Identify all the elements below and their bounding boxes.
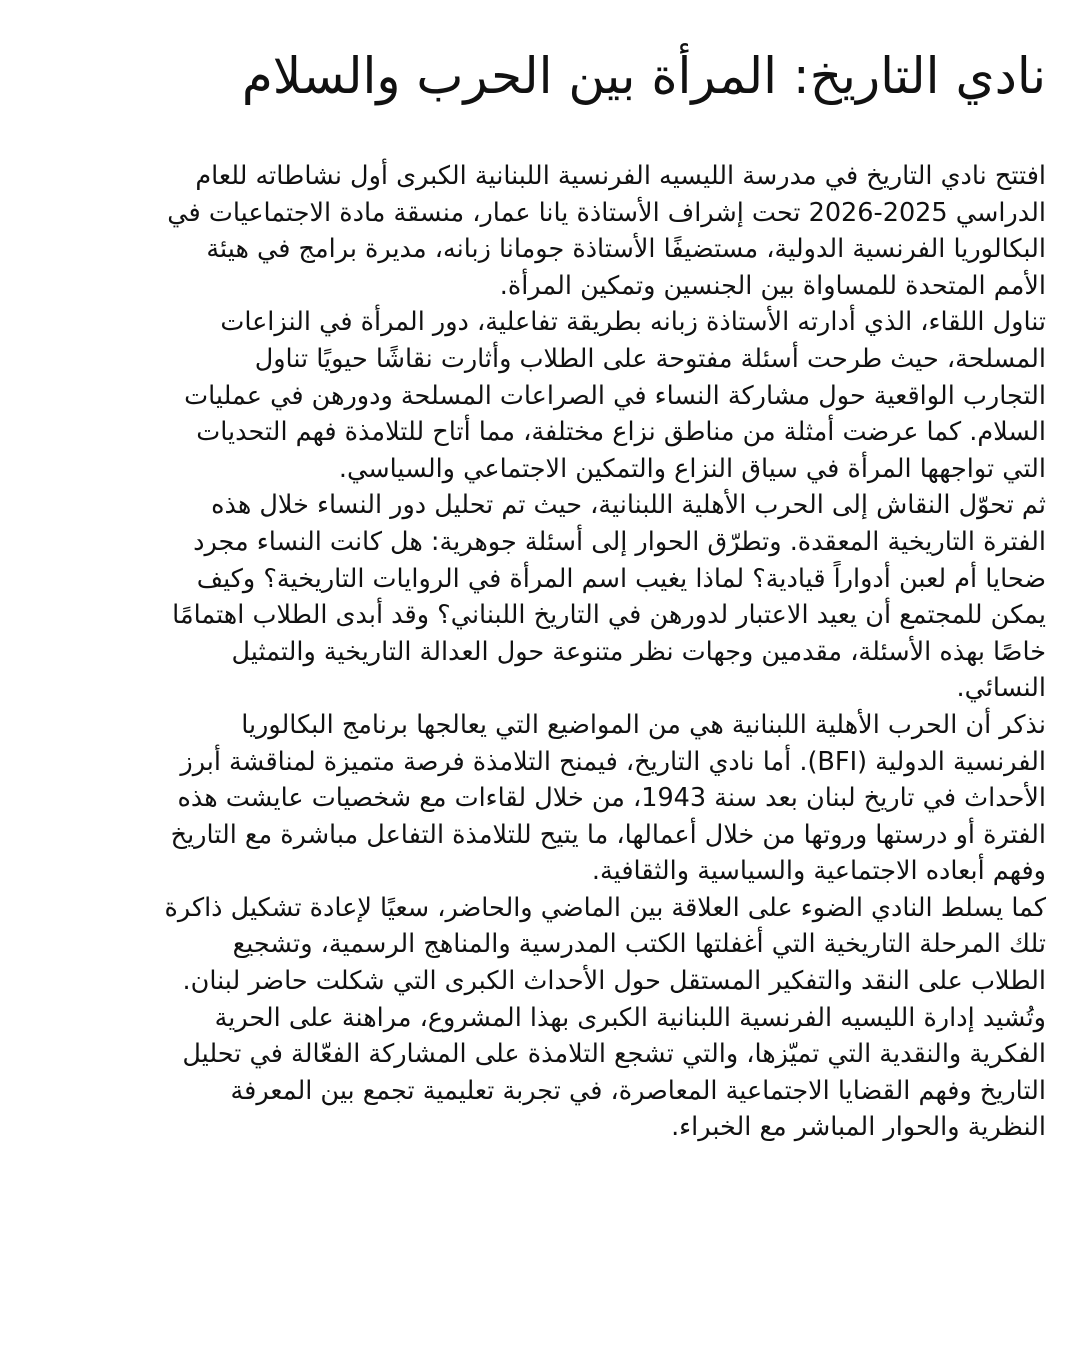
article-body	[52, 158, 1046, 1146]
paragraph-line: المسلحة، حيث طرحت أسئلة مفتوحة على الطلاب وأثارت نقاشًا حيويًا تناول	[254, 343, 1046, 374]
article-paragraph	[52, 487, 1046, 707]
paragraph-line: التاريخ وفهم القضايا الاجتماعية المعاصرة، في تجربة تعليمية تجمع بين المعرفة	[230, 1075, 1046, 1106]
paragraph-line: التي تواجهها المرأة في سياق النزاع والتمكين الاجتماعي والسياسي.	[338, 453, 1046, 484]
paragraph-line: وتُشيد إدارة الليسيه الفرنسية اللبنانية الكبرى بهذا المشروع، مراهنة على الحرية	[214, 1002, 1046, 1033]
article-paragraph	[52, 1000, 1046, 1146]
paragraph-line: الأمم المتحدة للمساواة بين الجنسين وتمكين المرأة.	[499, 270, 1046, 301]
paragraph-line: البكالوريا الفرنسية الدولية، مستضيفًا الأستاذة جومانا زبانه، مديرة برامج في هيئة	[206, 234, 1046, 265]
paragraph-line: الفرنسية الدولية (BFI). أما نادي التاريخ، فيمنح التلامذة فرصة متميزة لمناقشة أبرز	[180, 746, 1046, 777]
article-paragraph	[52, 890, 1046, 1000]
paragraph-line: الفترة أو درستها وروتها من خلال أعمالها، ما يتيح للتلامذة التفاعل مباشرة مع التاريخ	[170, 819, 1046, 850]
paragraph-line: تناول اللقاء، الذي أدارته الأستاذة زبانه بطريقة تفاعلية، دور المرأة في النزاعات	[220, 307, 1046, 338]
paragraph-line: النظرية والحوار المباشر مع الخبراء.	[671, 1112, 1046, 1143]
paragraph-line: ثم تحوّل النقاش إلى الحرب الأهلية اللبنانية، حيث تم تحليل دور النساء خلال هذه	[211, 490, 1046, 521]
paragraph-line: يمكن للمجتمع أن يعيد الاعتبار لدورهن في التاريخ اللبناني؟ وقد أبدى الطلاب اهتمامًا	[172, 600, 1046, 631]
paragraph-line: نذكر أن الحرب الأهلية اللبنانية هي من المواضيع التي يعالجها برنامج البكالوريا	[241, 709, 1046, 740]
paragraph-line: الطلاب على النقد والتفكير المستقل حول الأحداث الكبرى التي شكلت حاضر لبنان.	[182, 966, 1046, 997]
paragraph-line: الأحداث في تاريخ لبنان بعد سنة 1943، من خلال لقاءات مع شخصيات عايشت هذه	[177, 783, 1046, 814]
paragraph-line: افتتح نادي التاريخ في مدرسة الليسيه الفرنسية اللبنانية الكبرى أول نشاطاته للعام	[195, 161, 1046, 191]
article-title: نادي التاريخ: المرأة بين الحرب والسلام	[241, 47, 1046, 105]
paragraph-line: النسائي.	[956, 673, 1046, 704]
paragraph-line: الدراسي 2025-2026 تحت إشراف الأستاذة يانا عمار، منسقة مادة الاجتماعيات في	[167, 197, 1046, 228]
paragraph-line: السلام. كما عرضت أمثلة من مناطق نزاع مختلفة، مما أتاح للتلامذة فهم التحديات	[196, 417, 1046, 448]
paragraph-line: التجارب الواقعية حول مشاركة النساء في الصراعات المسلحة ودورهن في عمليات	[184, 380, 1046, 411]
paragraph-line: الفكرية والنقدية التي تميّزها، والتي تشجع التلامذة على المشاركة الفعّالة في تحليل	[182, 1039, 1046, 1070]
article-paragraph	[52, 707, 1046, 890]
paragraph-line: خاصًا بهذه الأسئلة، مقدمين وجهات نظر متنوعة حول العدالة التاريخية والتمثيل	[231, 636, 1046, 667]
paragraph-line: ضحايا أم لعبن أدواراً قيادية؟ لماذا يغيب اسم المرأة في الروايات التاريخية؟ وكيف	[196, 563, 1046, 594]
article-paragraph	[52, 304, 1046, 487]
paragraph-line: تلك المرحلة التاريخية التي أغفلتها الكتب المدرسية والمناهج الرسمية، وتشجيع	[232, 929, 1046, 960]
paragraph-line: الفترة التاريخية المعقدة. وتطرّق الحوار إلى أسئلة جوهرية: هل كانت النساء مجرد	[193, 526, 1046, 557]
article-paragraph	[52, 158, 1046, 304]
paragraph-line: كما يسلط النادي الضوء على العلاقة بين الماضي والحاضر، سعيًا لإعادة تشكيل ذاكرة	[164, 892, 1046, 923]
paragraph-line: وفهم أبعاده الاجتماعية والسياسية والثقافية.	[591, 856, 1046, 887]
